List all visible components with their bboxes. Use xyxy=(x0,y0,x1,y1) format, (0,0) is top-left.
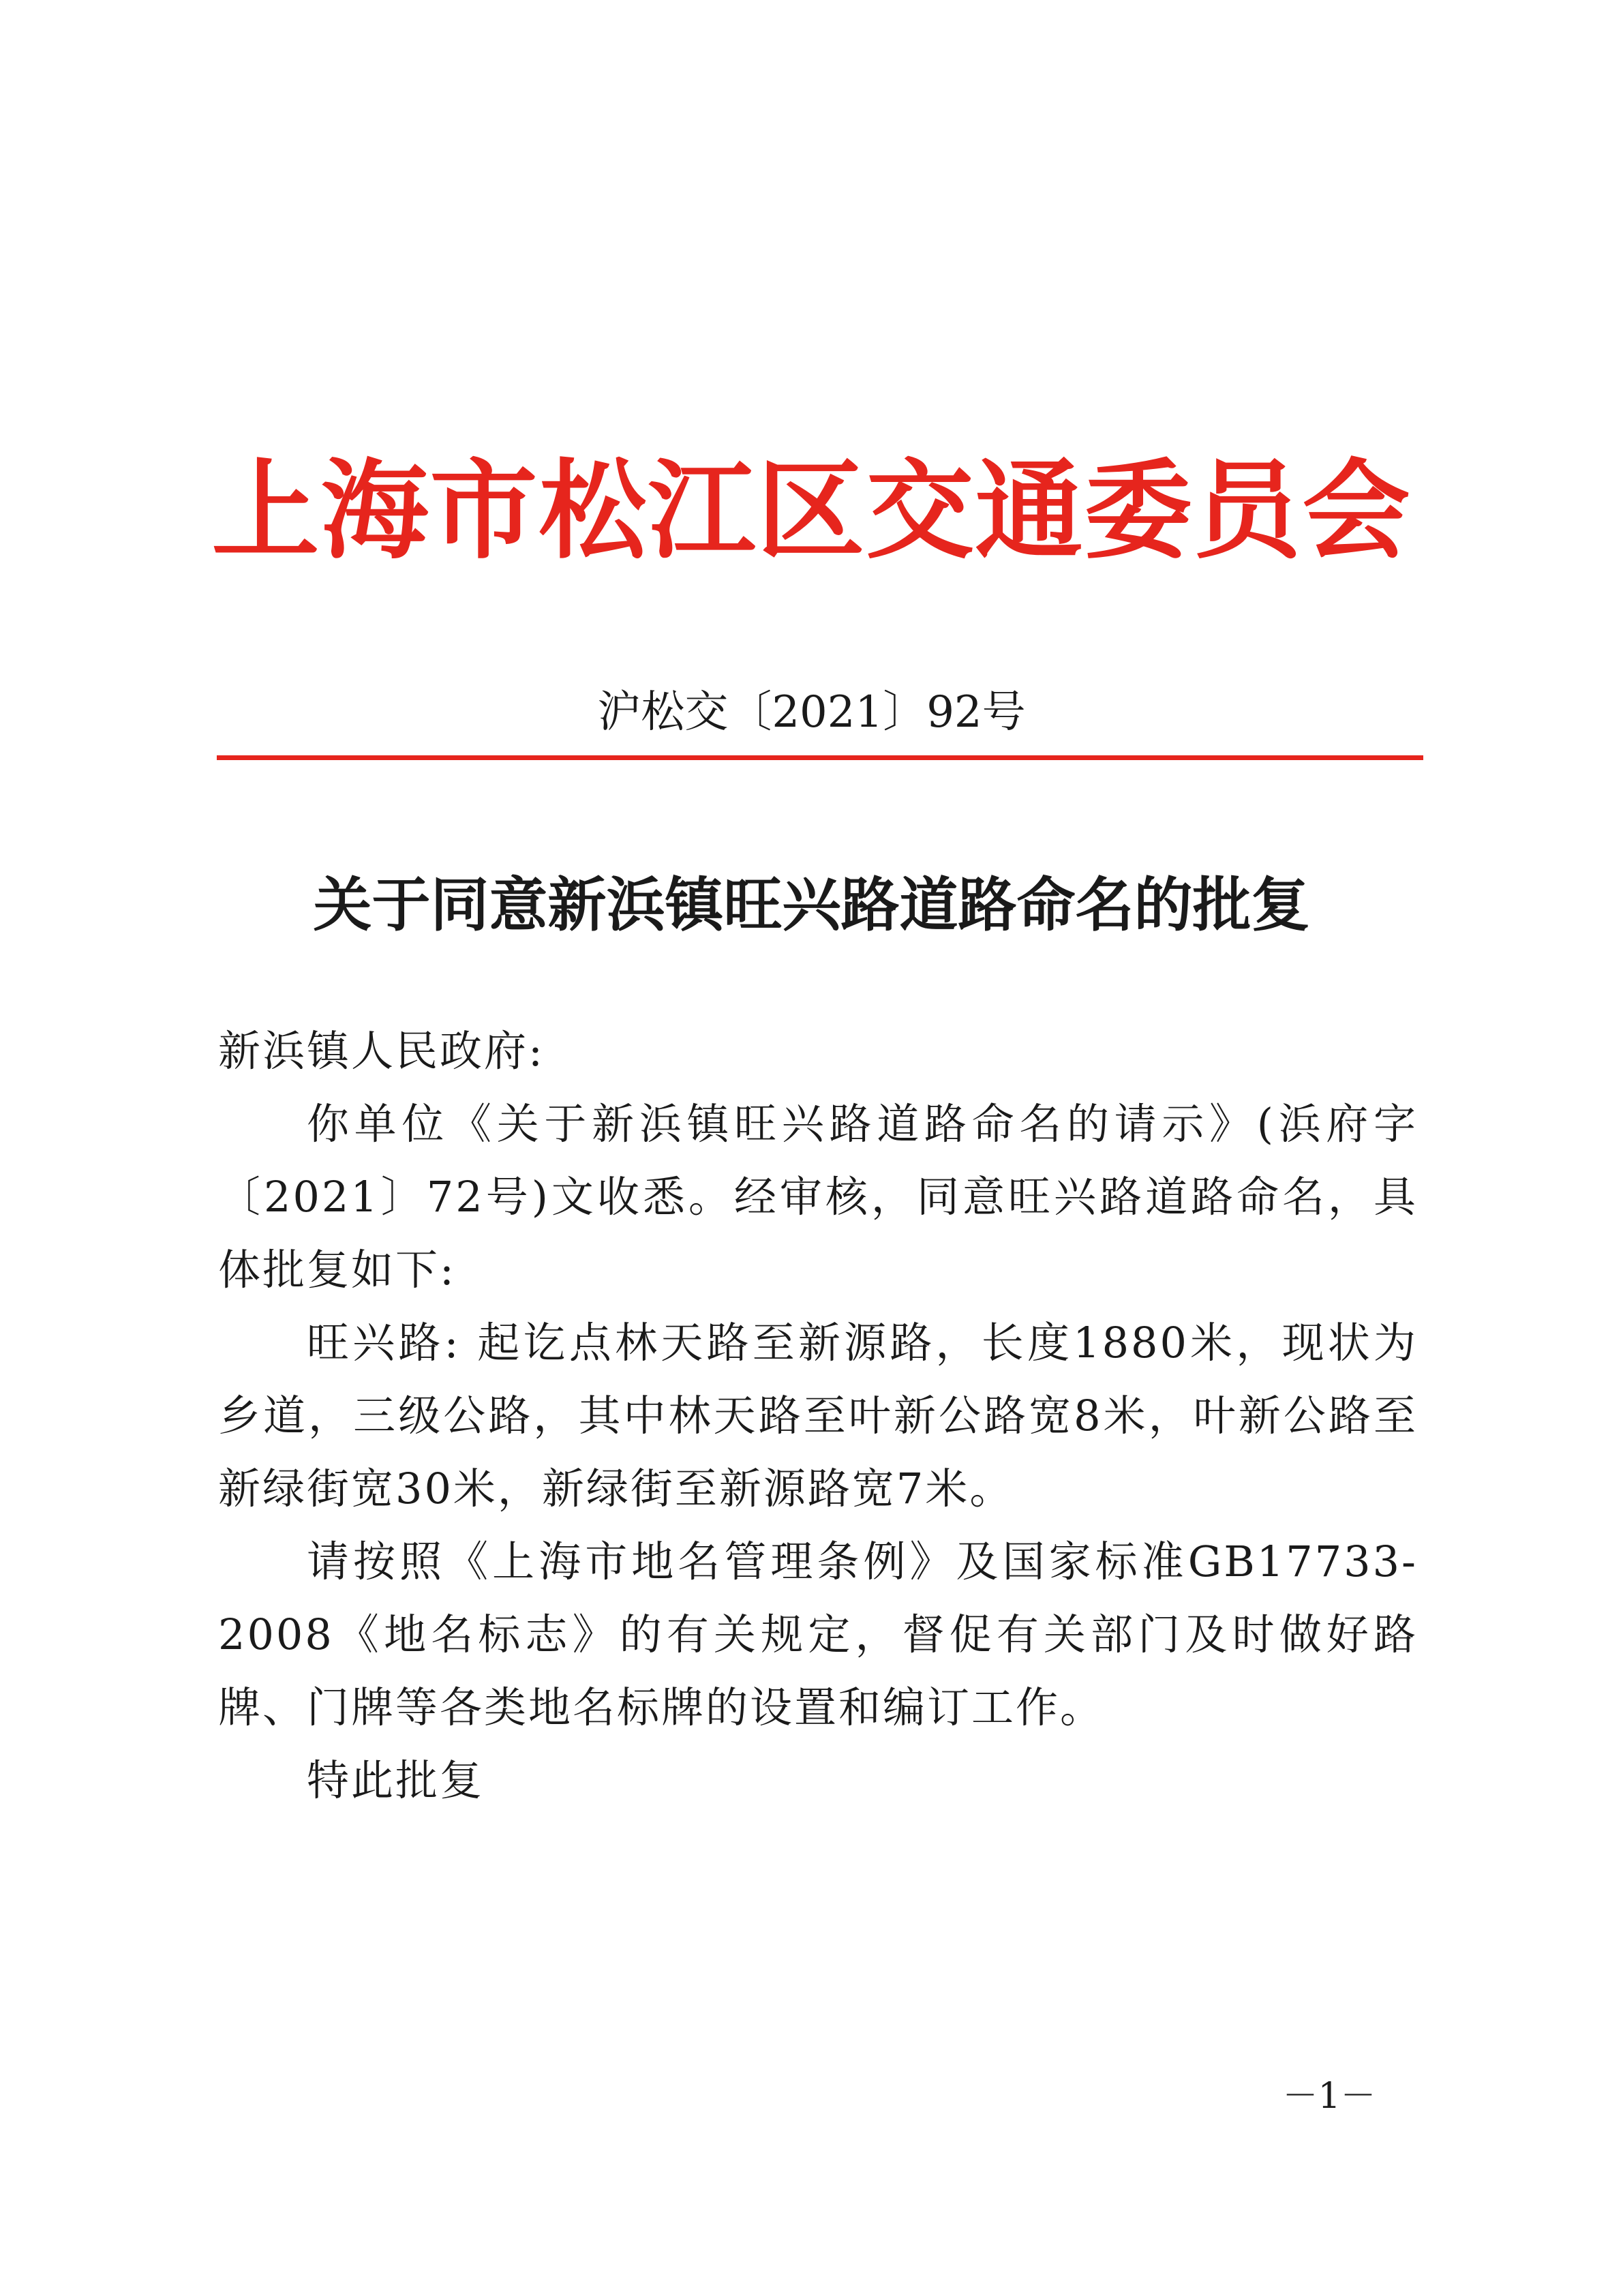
document-body xyxy=(218,1014,1418,1817)
document-number: 沪松交〔2021〕92号 xyxy=(597,687,1026,738)
addressee: 新浜镇人民政府: xyxy=(218,1026,545,1076)
body-paragraph: 你单位《关于新浜镇旺兴路道路命名的请示》(浜府字〔2021〕72号)文收悉。经审核，同意旺兴路道路命名，具体批复如下: xyxy=(218,1099,1418,1295)
document-title: 关于同意新浜镇旺兴路道路命名的批复 xyxy=(313,871,1310,939)
header-divider xyxy=(217,755,1423,760)
body-paragraph: 请按照《上海市地名管理条例》及国家标准GB17733-2008《地名标志》的有关规定，督促有关部门及时做好路牌、门牌等各类地名标牌的设置和编订工作。 xyxy=(218,1537,1418,1732)
page-number: －1－ xyxy=(1282,2076,1376,2117)
closing-line: 特此批复 xyxy=(307,1755,485,1805)
organization-header: 上海市松江区交通委员会 xyxy=(211,448,1412,574)
body-paragraph: 旺兴路: 起讫点林天路至新源路，长度1880米，现状为乡道，三级公路，其中林天路至叶新公路宽8米，叶新公路至新绿街宽30米，新绿街至新源路宽7米。 xyxy=(218,1318,1418,1513)
